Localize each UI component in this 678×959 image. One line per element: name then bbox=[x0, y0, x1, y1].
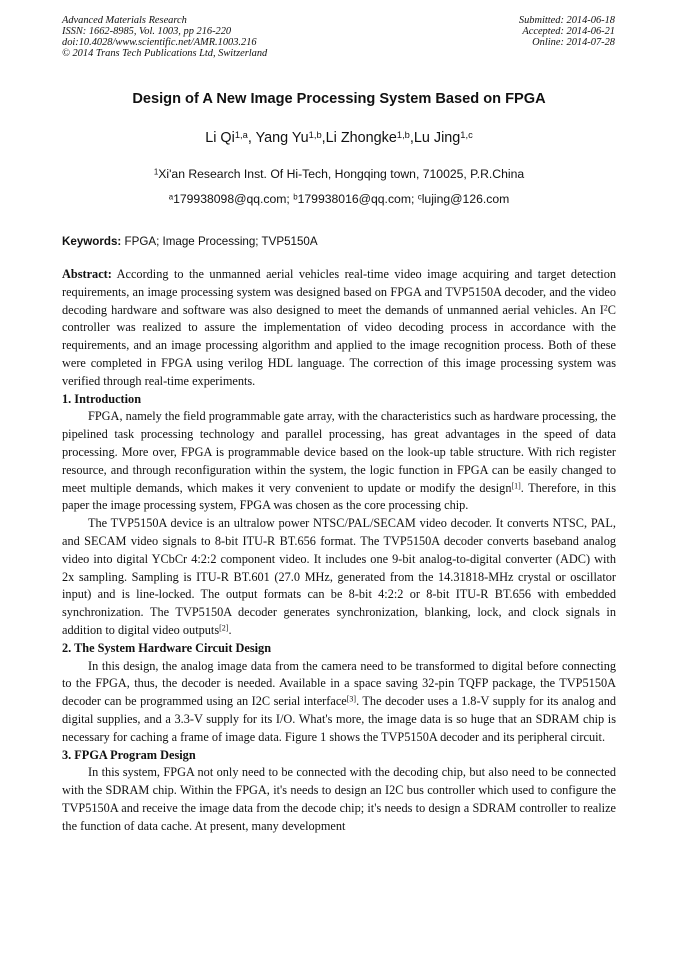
abstract-sup: 2 bbox=[603, 303, 608, 312]
paragraph-text: FPGA, namely the field programmable gate array, with the characteristics such as hardware processing, the pipelined task processing technology and parallel processing, has great advantages in the speed of data processing. More over, FPGA is programmable device based on the look-up table structure. With rich register resource, and through reconfiguration within the system, the logic function in FPGA can be easily changed to meet multiple demands, which makes it very convenient to update or modify the design bbox=[62, 409, 616, 495]
keywords-label: Keywords: bbox=[62, 235, 122, 248]
affiliation-sup: 1 bbox=[153, 167, 159, 177]
paper-body bbox=[62, 266, 616, 836]
journal-doi: doi:10.4028/www.scientific.net/AMR.1003.216 bbox=[62, 37, 257, 48]
abstract-text: C controller was realized to assure the implementation of video decoding process in accordance with the requirements, and an image processing algorithm and applied to the image recognition process. Both of these were completed in FPGA using verilog HDL language. The correction of this image processing system was verified through real-time experiments. bbox=[62, 302, 616, 388]
paragraph-text: The TVP5150A device is an ultralow power NTSC/PAL/SECAM video decoder. It converts NTSC, PAL, and SECAM video signals to 8-bit ITU-R BT.656 format. The TVP5150A decoder converts baseband analog video into digital YCbCr 4:2:2 component video. It includes one 9-bit analog-to-digital converter (ADC) with 2x sampling. Sampling is ITU-R BT.601 (27.0 MHz, generated from the 14.31818-MHz crystal or oscillator input) and is line-locked. The output formats can be 8-bit 4:2:2 or 8-bit ITU-R BT.656 with embedded synchronization. The TVP5150A decoder generates synchronization, blanking, lock, and clock signals in addition to digital video outputs bbox=[62, 516, 616, 637]
paper-title: Design of A New Image Processing System Based on FPGA bbox=[132, 91, 546, 107]
author-sep: , bbox=[409, 130, 414, 146]
paragraph: In this system, FPGA not only need to be connected with the decoding chip, but also need to be connected with the SDRAM chip. Within the FPGA, it's needs to design an I2C bus controller which used to configure the TVP5150A and receive the image data from the decode chip; it's needs to design a SDRAM controller to realize the function of data cache. At present, many development bbox=[62, 765, 616, 833]
abstract-text: According to the unmanned aerial vehicles real-time video image acquiring and target detection requirements, an image processing system was designed based on FPGA and TVP5150A decoder, and the video decoding hardware and software was also designed to meet the demands of unmanned aerial vehicles. An I bbox=[62, 267, 616, 317]
paragraph bbox=[62, 515, 616, 640]
author-emails bbox=[0, 192, 678, 206]
author-sep: , bbox=[321, 130, 326, 146]
citation-ref[interactable]: [1] bbox=[511, 480, 521, 490]
author-name: Yang Yu bbox=[255, 130, 309, 146]
section-heading-fpga: 3. FPGA Program Design bbox=[62, 747, 196, 762]
paragraph-text: . bbox=[228, 622, 232, 637]
email-sup: a bbox=[168, 192, 174, 202]
section-heading-introduction: 1. Introduction bbox=[62, 391, 142, 406]
email-link[interactable]: 179938016@qq.com; bbox=[297, 192, 418, 206]
journal-info bbox=[62, 15, 267, 59]
date-online: Online: 2014-07-28 bbox=[532, 37, 615, 48]
author-name: Li Zhongke bbox=[325, 130, 397, 146]
section-heading-hardware: 2. The System Hardware Circuit Design bbox=[62, 640, 272, 655]
paragraph bbox=[62, 408, 616, 515]
affiliation bbox=[0, 167, 678, 181]
author-sup: 1,b bbox=[396, 129, 410, 140]
keywords-text: FPGA; Image Processing; TVP5150A bbox=[121, 235, 318, 248]
email-sup: b bbox=[293, 192, 298, 202]
paragraph bbox=[62, 658, 616, 747]
author-list bbox=[0, 130, 678, 146]
citation-ref[interactable]: [2] bbox=[219, 623, 229, 633]
journal-issn: ISSN: 1662-8985, Vol. 1003, pp 216-220 bbox=[62, 26, 232, 37]
publication-dates bbox=[519, 15, 615, 48]
citation-ref[interactable]: [3] bbox=[346, 694, 357, 704]
journal-copyright: © 2014 Trans Tech Publications Ltd, Switzerland bbox=[62, 48, 268, 59]
author-name: Li Qi bbox=[205, 130, 235, 146]
date-accepted: Accepted: 2014-06-21 bbox=[522, 26, 615, 37]
abstract-label: Abstract: bbox=[62, 267, 112, 281]
keywords bbox=[62, 235, 616, 248]
paragraph-text: . The decoder uses a 1.8-V supply for its analog and digital supplies, and a 3.3-V supply for its I/O. What's more, the image data is so huge that an SDRAM chip is necessary for caching a frame of image data. Figure 1 shows the TVP5150A decoder and its peripheral circuit. bbox=[62, 694, 616, 744]
paragraph-text: In this design, the analog image data from the camera need to be transformed to digital before connecting to the FPGA, thus, the decoder is needed. Available in a space saving 32-pin TQFP package, the TVP5150A decoder can be programmed using an I2C serial interface bbox=[62, 658, 616, 709]
affiliation-text: Xi'an Research Inst. Of Hi-Tech, Hongqing town, 710025, P.R.China bbox=[158, 167, 525, 181]
paragraph-text: . Therefore, in this paper the image processing system, FPGA was chosen as the core processing chip. bbox=[62, 480, 616, 513]
author-name: Lu Jing bbox=[413, 130, 461, 146]
author-sup: 1,c bbox=[460, 129, 473, 140]
abstract bbox=[62, 266, 616, 391]
email-link[interactable]: lujing@126.com bbox=[421, 192, 510, 206]
journal-name: Advanced Materials Research bbox=[62, 15, 187, 26]
author-sup: 1,a bbox=[234, 129, 248, 140]
email-link[interactable]: 179938098@qq.com; bbox=[173, 192, 294, 206]
author-sep: , bbox=[247, 130, 256, 146]
author-sup: 1,b bbox=[308, 129, 322, 140]
email-sup: c bbox=[417, 192, 422, 202]
date-submitted: Submitted: 2014-06-18 bbox=[518, 15, 615, 26]
